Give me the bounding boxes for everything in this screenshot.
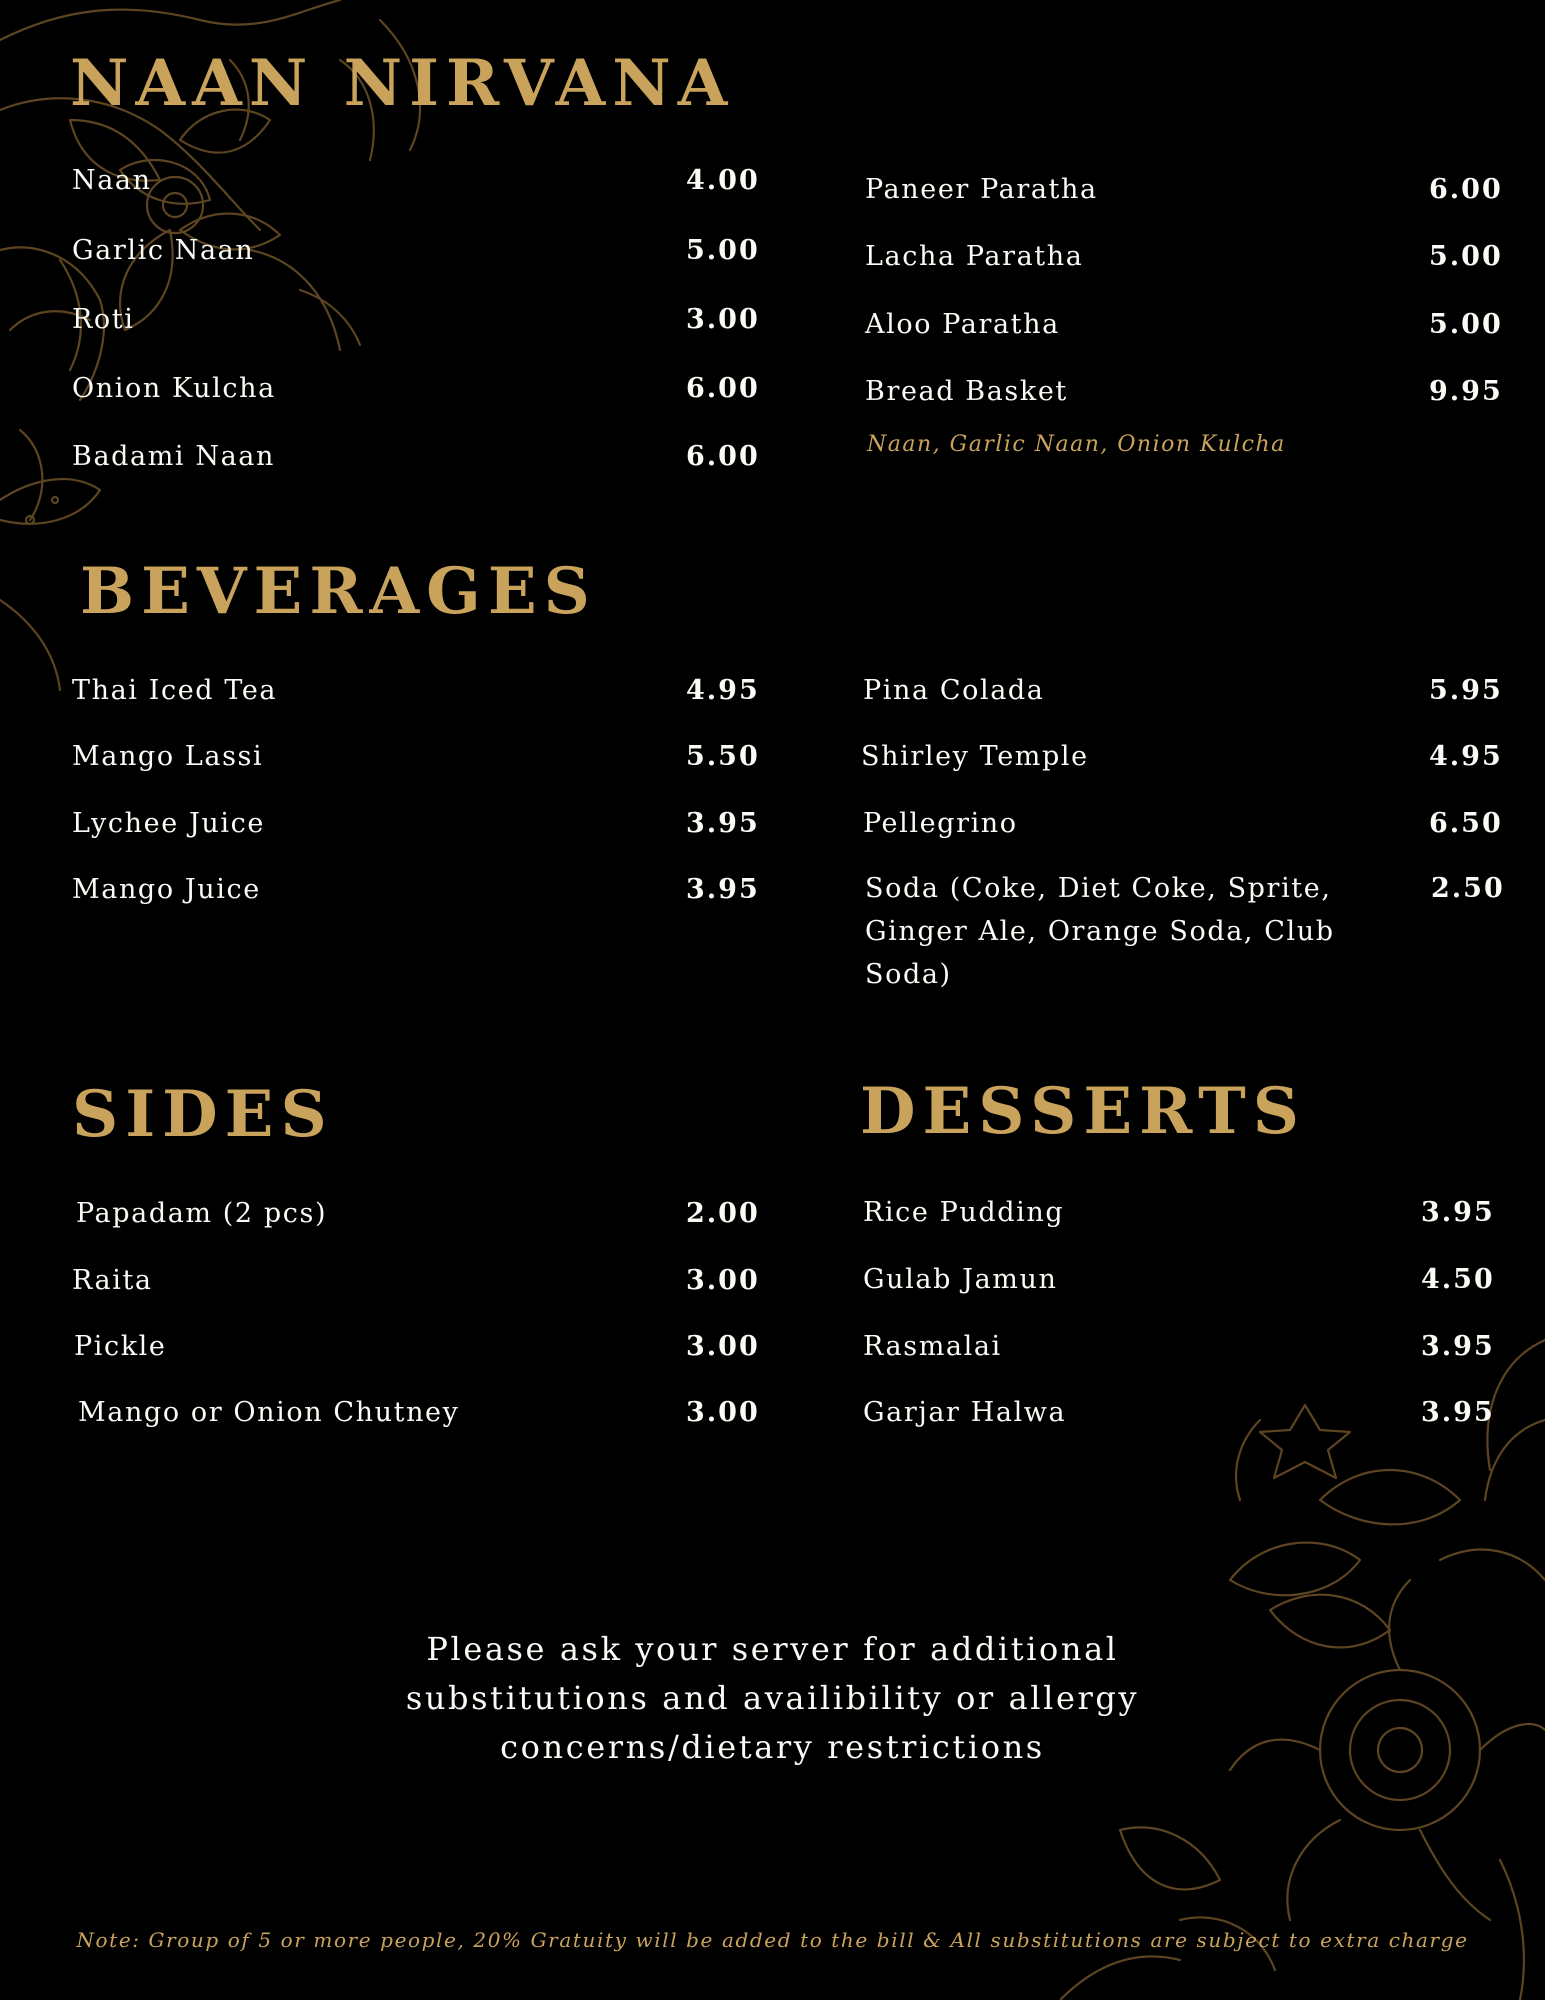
menu-item: [863, 1197, 1495, 1228]
menu-item-name: Gulab Jamun: [863, 1264, 1058, 1295]
menu-item: [74, 1331, 760, 1362]
menu-item-price: 4.50: [1421, 1264, 1495, 1295]
menu-item-price: 5.00: [1429, 309, 1503, 340]
menu-item-price: 5.00: [686, 235, 760, 266]
menu-item-price: 4.00: [686, 165, 760, 196]
menu-item-price: 4.95: [686, 675, 760, 706]
menu-item: [863, 675, 1503, 706]
menu-item: [72, 675, 760, 706]
menu-item: [72, 373, 760, 404]
menu-item-price: 6.50: [1429, 808, 1503, 839]
menu-item-name: Naan: [72, 165, 152, 196]
menu-item-name: Mango or Onion Chutney: [78, 1397, 460, 1428]
menu-item: [865, 873, 1505, 990]
menu-item-price: 3.00: [686, 1265, 760, 1296]
menu-item-price: 5.00: [1429, 241, 1503, 272]
menu-item-price: 3.95: [686, 874, 760, 905]
menu-item-price: 6.00: [1429, 174, 1503, 205]
menu-item: [72, 741, 760, 772]
menu-item-price: 5.95: [1429, 675, 1503, 706]
menu-item: [865, 174, 1503, 205]
menu-item-price: 5.50: [686, 741, 760, 772]
menu-item-price: 3.00: [686, 1397, 760, 1428]
menu-item-price: 3.95: [1421, 1397, 1495, 1428]
menu-item-price: 6.00: [686, 441, 760, 472]
menu-item-price: 2.00: [686, 1198, 760, 1229]
menu-item-name: Garjar Halwa: [863, 1397, 1067, 1428]
menu-item-name: Pickle: [74, 1331, 167, 1362]
menu-item-name: Pina Colada: [863, 675, 1045, 706]
menu-item-name: Onion Kulcha: [72, 373, 276, 404]
menu-item: [72, 235, 760, 266]
menu-item-name: Aloo Paratha: [865, 309, 1060, 340]
menu-item: [76, 1198, 760, 1229]
menu-item: [861, 741, 1503, 772]
menu-item-name: Raita: [72, 1265, 153, 1296]
bread-basket-description: Naan, Garlic Naan, Onion Kulcha: [867, 432, 1286, 457]
section-title-beverages: BEVERAGES: [80, 554, 597, 629]
menu-item: [72, 1265, 760, 1296]
menu-item-name: Soda (Coke, Diet Coke, Sprite, Ginger Ale, Orange Soda, Club Soda): [865, 873, 1335, 990]
menu-item-name: Shirley Temple: [861, 741, 1089, 772]
menu-item: [78, 1397, 760, 1428]
menu-item-name: Rice Pudding: [863, 1197, 1065, 1228]
menu-item-price: 2.50: [1431, 873, 1505, 904]
menu-item-name: Rasmalai: [863, 1331, 1002, 1362]
menu-item-price: 9.95: [1429, 376, 1503, 407]
menu-item-price: 3.00: [686, 1331, 760, 1362]
menu-item-price: 6.00: [686, 373, 760, 404]
menu-item: [72, 165, 760, 196]
section-title-naan-nirvana: NAAN NIRVANA: [70, 46, 735, 121]
menu-item-name: Mango Juice: [72, 874, 261, 905]
menu-item: [865, 376, 1503, 407]
menu-item-name: Bread Basket: [865, 376, 1068, 407]
menu-item-name: Paneer Paratha: [865, 174, 1098, 205]
menu-item-price: 3.95: [686, 808, 760, 839]
menu-item-name: Lacha Paratha: [865, 241, 1084, 272]
menu-item-name: Mango Lassi: [72, 741, 264, 772]
menu-item: [863, 1331, 1495, 1362]
menu-item-price: 3.95: [1421, 1331, 1495, 1362]
menu-item-price: 3.95: [1421, 1197, 1495, 1228]
menu-item: [72, 808, 760, 839]
menu-item: [865, 309, 1503, 340]
menu-item-name: Badami Naan: [72, 441, 275, 472]
menu-item: [72, 874, 760, 905]
menu-item-name: Pellegrino: [863, 808, 1018, 839]
gratuity-note: Note: Group of 5 or more people, 20% Gratuity will be added to the bill & All substitutions are subject to extra charge: [76, 1928, 1469, 1952]
menu-item: [863, 808, 1503, 839]
menu-item-name: Papadam (2 pcs): [76, 1198, 328, 1229]
menu-item: [863, 1264, 1495, 1295]
menu-item-name: Garlic Naan: [72, 235, 255, 266]
menu-item-name: Thai Iced Tea: [72, 675, 278, 706]
menu-item-name: Lychee Juice: [72, 808, 265, 839]
menu-item: [863, 1397, 1495, 1428]
menu-item-price: 3.00: [686, 304, 760, 335]
section-title-sides: SIDES: [72, 1077, 334, 1152]
menu-item-price: 4.95: [1429, 741, 1503, 772]
menu-item: [72, 304, 760, 335]
menu-item: [865, 241, 1503, 272]
menu-item-name: Roti: [72, 304, 135, 335]
section-title-desserts: DESSERTS: [860, 1074, 1306, 1149]
menu-item: [72, 441, 760, 472]
server-notice: Please ask your server for additional substitutions and availibility or allergy concerns/dietary restrictions: [405, 1630, 1140, 1766]
